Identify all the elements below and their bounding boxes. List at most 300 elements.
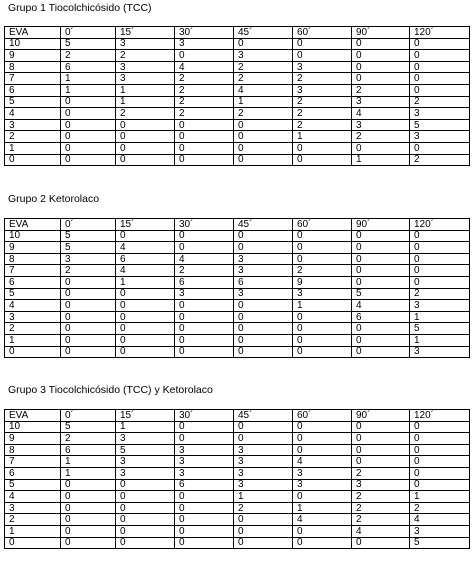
table-row [5,108,470,120]
count-cell: 5 [61,242,116,254]
count-cell: 0 [234,323,293,335]
count-cell: 0 [61,288,116,300]
eva-score-cell: 8 [5,61,61,73]
count-cell: 0 [234,142,293,154]
count-cell: 3 [293,61,352,73]
eva-score-cell: 6 [5,276,61,288]
table-row [5,154,470,166]
table-row [5,119,470,131]
count-cell: 0 [234,334,293,346]
count-cell: 9 [293,276,352,288]
column-header: 60´ [293,219,352,231]
count-cell: 0 [116,537,175,549]
column-header: EVA [5,27,61,39]
count-cell: 2 [61,433,116,445]
count-cell: 3 [116,73,175,85]
count-cell: 2 [175,265,234,277]
eva-score-cell: 2 [5,514,61,526]
count-cell: 2 [61,50,116,62]
table-row [5,334,470,346]
count-cell: 0 [410,230,470,242]
count-cell: 0 [116,514,175,526]
eva-score-cell: 3 [5,502,61,514]
count-cell: 2 [116,50,175,62]
count-cell: 0 [116,311,175,323]
count-cell: 2 [116,108,175,120]
count-cell: 4 [352,300,410,312]
count-cell: 0 [61,334,116,346]
count-cell: 1 [234,491,293,503]
column-header: 30´ [175,27,234,39]
count-cell: 0 [61,142,116,154]
eva-score-cell: 3 [5,119,61,131]
count-cell: 0 [116,491,175,503]
count-cell: 0 [352,346,410,358]
column-header: 45´ [234,410,293,422]
count-cell: 0 [234,119,293,131]
group-1-table [4,26,470,166]
count-cell: 0 [61,96,116,108]
header-row [5,410,470,422]
column-header: 0´ [61,219,116,231]
count-cell: 3 [293,467,352,479]
table-row [5,50,470,62]
count-cell: 0 [352,142,410,154]
eva-score-cell: 5 [5,288,61,300]
count-cell: 0 [293,323,352,335]
count-cell: 3 [175,288,234,300]
count-cell: 1 [293,502,352,514]
table-row [5,525,470,537]
count-cell: 1 [116,421,175,433]
eva-score-cell: 2 [5,323,61,335]
count-cell: 1 [61,467,116,479]
count-cell: 1 [116,276,175,288]
column-header: 30´ [175,219,234,231]
column-header: 45´ [234,27,293,39]
count-cell: 3 [175,467,234,479]
count-cell: 0 [293,38,352,50]
count-cell: 1 [352,154,410,166]
count-cell: 4 [293,456,352,468]
eva-score-cell: 0 [5,346,61,358]
count-cell: 4 [175,61,234,73]
group-2-table [4,218,470,358]
count-cell: 0 [352,433,410,445]
count-cell: 0 [61,346,116,358]
count-cell: 0 [61,502,116,514]
eva-score-cell: 9 [5,50,61,62]
count-cell: 0 [175,142,234,154]
count-cell: 0 [410,50,470,62]
count-cell: 2 [293,73,352,85]
count-cell: 0 [293,491,352,503]
count-cell: 0 [175,323,234,335]
group-3-title: Grupo 3 Tiocolchicósido (TCC) y Ketorolaco [8,384,213,396]
eva-score-cell: 4 [5,108,61,120]
count-cell: 5 [410,323,470,335]
count-cell: 2 [352,84,410,96]
count-cell: 3 [234,444,293,456]
count-cell: 0 [234,433,293,445]
count-cell: 0 [61,323,116,335]
column-header: 60´ [293,27,352,39]
count-cell: 0 [410,444,470,456]
count-cell: 0 [234,300,293,312]
count-cell: 0 [410,421,470,433]
count-cell: 0 [293,334,352,346]
group-1-title: Grupo 1 Tiocolchicósido (TCC) [8,2,152,14]
table-row [5,346,470,358]
count-cell: 0 [410,253,470,265]
count-cell: 3 [61,253,116,265]
table-row [5,253,470,265]
table-row [5,467,470,479]
count-cell: 1 [410,334,470,346]
count-cell: 0 [234,525,293,537]
eva-score-cell: 6 [5,467,61,479]
eva-score-cell: 9 [5,242,61,254]
column-header: 120´ [410,219,470,231]
count-cell: 0 [234,537,293,549]
count-cell: 3 [293,84,352,96]
count-cell: 1 [61,456,116,468]
count-cell: 3 [410,108,470,120]
count-cell: 0 [116,323,175,335]
count-cell: 6 [175,479,234,491]
header-row [5,27,470,39]
count-cell: 0 [293,311,352,323]
count-cell: 4 [116,242,175,254]
count-cell: 0 [410,61,470,73]
count-cell: 0 [175,119,234,131]
count-cell: 3 [410,131,470,143]
count-cell: 1 [293,300,352,312]
column-header: 90´ [352,410,410,422]
count-cell: 0 [175,421,234,433]
count-cell: 0 [61,154,116,166]
eva-score-cell: 7 [5,265,61,277]
count-cell: 0 [175,525,234,537]
count-cell: 2 [234,502,293,514]
count-cell: 6 [352,311,410,323]
count-cell: 3 [175,38,234,50]
table-row [5,456,470,468]
group-3-table [4,409,470,549]
count-cell: 0 [234,131,293,143]
table-row [5,61,470,73]
count-cell: 3 [116,467,175,479]
eva-score-cell: 1 [5,334,61,346]
count-cell: 0 [234,242,293,254]
count-cell: 0 [293,346,352,358]
count-cell: 3 [234,456,293,468]
count-cell: 3 [116,456,175,468]
eva-score-cell: 0 [5,154,61,166]
count-cell: 3 [293,479,352,491]
count-cell: 0 [410,38,470,50]
column-header: 120´ [410,410,470,422]
count-cell: 0 [293,421,352,433]
table-row [5,300,470,312]
count-cell: 2 [352,131,410,143]
count-cell: 0 [61,119,116,131]
column-header: EVA [5,219,61,231]
count-cell: 0 [234,38,293,50]
column-header: EVA [5,410,61,422]
count-cell: 0 [293,253,352,265]
table-row [5,479,470,491]
count-cell: 3 [175,444,234,456]
count-cell: 0 [175,131,234,143]
count-cell: 6 [61,61,116,73]
count-cell: 0 [116,119,175,131]
table-row [5,84,470,96]
table-row [5,311,470,323]
header-row [5,219,470,231]
eva-score-cell: 6 [5,84,61,96]
count-cell: 0 [116,525,175,537]
table-row [5,288,470,300]
count-cell: 2 [175,96,234,108]
count-cell: 0 [293,537,352,549]
count-cell: 0 [410,479,470,491]
count-cell: 0 [116,502,175,514]
count-cell: 3 [410,300,470,312]
eva-score-cell: 5 [5,96,61,108]
eva-score-cell: 10 [5,230,61,242]
count-cell: 2 [234,73,293,85]
table-row [5,537,470,549]
count-cell: 0 [175,346,234,358]
count-cell: 6 [116,253,175,265]
count-cell: 3 [410,525,470,537]
count-cell: 1 [116,84,175,96]
count-cell: 5 [61,38,116,50]
count-cell: 0 [352,323,410,335]
count-cell: 2 [175,84,234,96]
count-cell: 4 [175,253,234,265]
count-cell: 0 [410,84,470,96]
count-cell: 0 [234,230,293,242]
count-cell: 0 [352,38,410,50]
count-cell: 0 [61,131,116,143]
count-cell: 2 [352,491,410,503]
eva-score-cell: 5 [5,479,61,491]
count-cell: 0 [175,502,234,514]
count-cell: 2 [352,467,410,479]
count-cell: 0 [61,108,116,120]
table-row [5,38,470,50]
column-header: 90´ [352,27,410,39]
count-cell: 0 [61,525,116,537]
table-row [5,142,470,154]
table-row [5,73,470,85]
eva-score-cell: 8 [5,253,61,265]
count-cell: 0 [175,300,234,312]
table-row [5,444,470,456]
count-cell: 0 [116,142,175,154]
eva-score-cell: 10 [5,38,61,50]
count-cell: 3 [116,433,175,445]
count-cell: 4 [116,265,175,277]
count-cell: 0 [410,142,470,154]
count-cell: 3 [175,456,234,468]
count-cell: 0 [234,421,293,433]
table-row [5,242,470,254]
count-cell: 2 [61,265,116,277]
count-cell: 5 [116,444,175,456]
count-cell: 0 [61,311,116,323]
count-cell: 3 [352,96,410,108]
count-cell: 1 [61,73,116,85]
count-cell: 0 [352,537,410,549]
count-cell: 0 [293,444,352,456]
count-cell: 1 [410,311,470,323]
eva-score-cell: 7 [5,73,61,85]
count-cell: 0 [116,154,175,166]
eva-score-cell: 1 [5,525,61,537]
count-cell: 5 [61,421,116,433]
count-cell: 3 [352,119,410,131]
column-header: 45´ [234,219,293,231]
count-cell: 2 [352,502,410,514]
count-cell: 0 [352,265,410,277]
count-cell: 0 [61,276,116,288]
count-cell: 3 [234,288,293,300]
count-cell: 0 [116,300,175,312]
eva-score-cell: 10 [5,421,61,433]
eva-score-cell: 1 [5,142,61,154]
count-cell: 6 [61,444,116,456]
count-cell: 3 [234,479,293,491]
count-cell: 0 [410,467,470,479]
count-cell: 3 [234,467,293,479]
count-cell: 0 [410,456,470,468]
count-cell: 0 [352,421,410,433]
count-cell: 0 [175,154,234,166]
count-cell: 2 [293,108,352,120]
table-row [5,230,470,242]
count-cell: 4 [410,514,470,526]
count-cell: 0 [116,334,175,346]
count-cell: 0 [175,50,234,62]
count-cell: 2 [410,96,470,108]
eva-score-cell: 8 [5,444,61,456]
count-cell: 2 [234,61,293,73]
count-cell: 0 [410,276,470,288]
count-cell: 5 [61,230,116,242]
count-cell: 0 [410,242,470,254]
eva-score-cell: 3 [5,311,61,323]
count-cell: 5 [410,537,470,549]
count-cell: 0 [116,230,175,242]
count-cell: 0 [175,230,234,242]
count-cell: 0 [116,131,175,143]
count-cell: 1 [410,491,470,503]
count-cell: 3 [293,288,352,300]
count-cell: 2 [234,108,293,120]
count-cell: 0 [352,253,410,265]
eva-score-cell: 4 [5,300,61,312]
column-header: 90´ [352,219,410,231]
column-header: 0´ [61,410,116,422]
count-cell: 2 [410,154,470,166]
count-cell: 0 [352,230,410,242]
column-header: 15´ [116,219,175,231]
count-cell: 3 [116,61,175,73]
eva-score-cell: 2 [5,131,61,143]
count-cell: 1 [293,131,352,143]
group-2-title: Grupo 2 Ketorolaco [8,193,100,205]
column-header: 0´ [61,27,116,39]
table-row [5,433,470,445]
count-cell: 0 [175,491,234,503]
count-cell: 0 [175,433,234,445]
count-cell: 0 [61,479,116,491]
count-cell: 1 [116,96,175,108]
count-cell: 0 [352,61,410,73]
eva-score-cell: 7 [5,456,61,468]
count-cell: 4 [352,108,410,120]
count-cell: 0 [61,300,116,312]
count-cell: 0 [234,154,293,166]
count-cell: 3 [410,346,470,358]
table-row [5,491,470,503]
count-cell: 2 [293,265,352,277]
count-cell: 0 [293,525,352,537]
count-cell: 0 [293,230,352,242]
count-cell: 0 [234,514,293,526]
count-cell: 0 [175,537,234,549]
table-row [5,323,470,335]
table-row [5,514,470,526]
count-cell: 0 [175,334,234,346]
count-cell: 0 [293,433,352,445]
count-cell: 0 [410,433,470,445]
column-header: 15´ [116,410,175,422]
count-cell: 2 [352,514,410,526]
count-cell: 5 [410,119,470,131]
count-cell: 1 [61,84,116,96]
count-cell: 0 [410,73,470,85]
count-cell: 4 [234,84,293,96]
count-cell: 0 [352,444,410,456]
eva-score-cell: 9 [5,433,61,445]
count-cell: 3 [352,479,410,491]
column-header: 15´ [116,27,175,39]
count-cell: 0 [352,276,410,288]
column-header: 30´ [175,410,234,422]
column-header: 120´ [410,27,470,39]
count-cell: 0 [116,288,175,300]
count-cell: 1 [234,96,293,108]
count-cell: 4 [293,514,352,526]
eva-score-cell: 4 [5,491,61,503]
table-row [5,265,470,277]
count-cell: 0 [293,142,352,154]
count-cell: 0 [175,514,234,526]
count-cell: 2 [410,288,470,300]
count-cell: 2 [175,108,234,120]
count-cell: 4 [352,525,410,537]
count-cell: 0 [234,346,293,358]
count-cell: 0 [352,334,410,346]
table-row [5,131,470,143]
count-cell: 0 [352,242,410,254]
count-cell: 0 [175,242,234,254]
table-row [5,276,470,288]
